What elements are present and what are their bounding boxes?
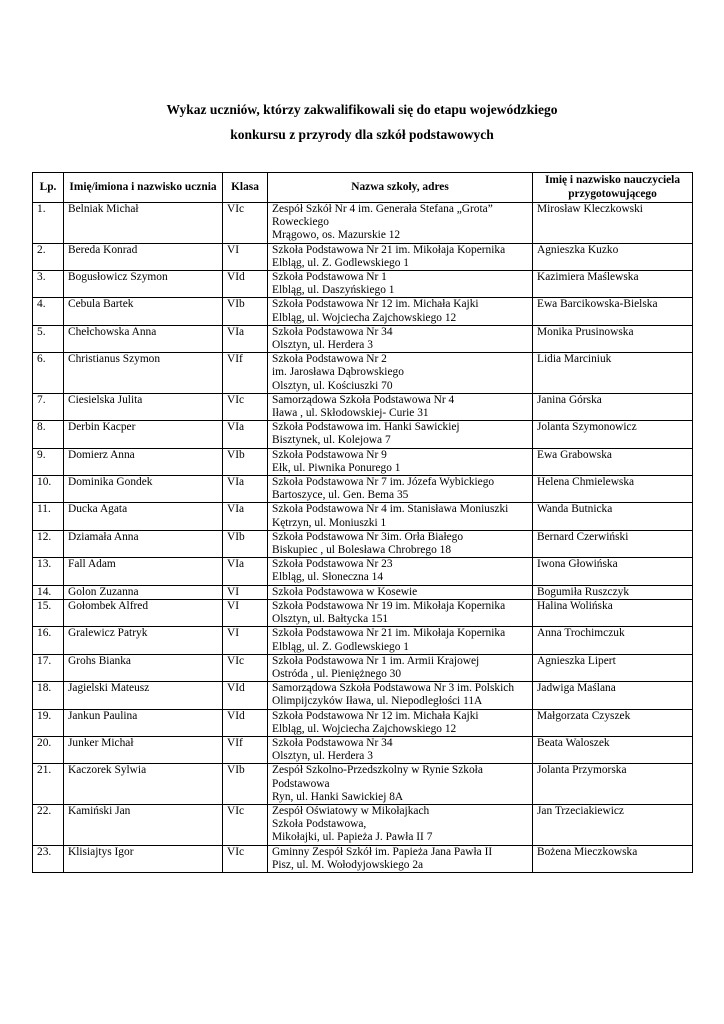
school-line: Olsztyn, ul. Bałtycka 151 [272,613,389,626]
cell-school [268,627,533,654]
cell-class: VI [223,243,268,270]
cell-school [268,599,533,626]
cell-lp: 6. [33,353,64,394]
cell-student-name: Bereda Konrad [64,243,223,270]
school-line: Szkoła Podstawowa Nr 4 im. Stanisława Moniuszki [272,503,509,516]
table-row [33,353,693,394]
school-line: Elbląg, ul. Słoneczna 14 [272,571,384,584]
cell-lp: 19. [33,709,64,736]
table-row [33,845,693,872]
school-line: Zespół Szkół Nr 4 im. Generała Stefana „Grota” Roweckiego [272,203,493,229]
cell-school [268,393,533,420]
cell-school [268,804,533,845]
cell-teacher: Bogumiła Ruszczyk [533,585,693,599]
cell-student-name: Ducka Agata [64,503,223,530]
header-teacher: Imię i nazwisko nauczyciela przygotowującego [533,173,693,203]
table-row [33,503,693,530]
cell-school [268,682,533,709]
cell-student-name: Grohs Bianka [64,654,223,681]
cell-class: VIc [223,804,268,845]
cell-student-name: Jankun Paulina [64,709,223,736]
cell-teacher: Beata Waloszek [533,736,693,763]
cell-class: VIf [223,353,268,394]
cell-school [268,243,533,270]
cell-teacher: Kazimiera Maślewska [533,271,693,298]
cell-class: VI [223,627,268,654]
school-line: Zespół Szkolno-Przedszkolny w Rynie Szkoła Podstawowa [272,764,483,790]
header-class: Klasa [223,173,268,203]
table-row [33,448,693,475]
school-line: Elbląg, ul. Wojciecha Zajchowskiego 12 [272,722,457,735]
cell-student-name: Kamiński Jan [64,804,223,845]
school-line: Bartoszyce, ul. Gen. Bema 35 [272,489,409,502]
school-line: Szkoła Podstawowa w Kosewie [272,585,418,598]
table-row [33,599,693,626]
school-line: Olsztyn, ul. Herdera 3 [272,750,373,763]
cell-class: VIb [223,298,268,325]
school-line: Szkoła Podstawowa Nr 7 im. Józefa Wybickiego [272,476,495,489]
cell-lp: 23. [33,845,64,872]
table-row [33,709,693,736]
school-line: Szkoła Podstawowa Nr 1 [272,271,387,284]
table-row [33,804,693,845]
school-line: Szkoła Podstawowa Nr 3im. Orła Białego [272,530,464,543]
school-line: Pisz, ul. M. Wołodyjowskiego 2a [272,858,424,871]
cell-school [268,476,533,503]
cell-class: VIa [223,476,268,503]
school-line: Szkoła Podstawowa Nr 12 im. Michała Kajki [272,298,479,311]
cell-class: VIa [223,325,268,352]
cell-student-name: Derbin Kacper [64,421,223,448]
school-line: Mrągowo, os. Mazurskie 12 [272,229,401,242]
table-row [33,243,693,270]
cell-class: VIc [223,393,268,420]
cell-school [268,558,533,585]
cell-student-name: Jagielski Mateusz [64,682,223,709]
cell-teacher: Agnieszka Lipert [533,654,693,681]
cell-student-name: Dominika Gondek [64,476,223,503]
school-line: Szkoła Podstawowa im. Hanki Sawickiej [272,421,460,434]
cell-teacher: Janina Górska [533,393,693,420]
cell-lp: 13. [33,558,64,585]
table-row [33,736,693,763]
cell-school [268,530,533,557]
school-line: Szkoła Podstawowa Nr 23 [272,558,393,571]
school-line: Ostróda , ul. Pieniężnego 30 [272,667,402,680]
school-line: Szkoła Podstawowa Nr 19 im. Mikołaja Kopernika [272,599,506,612]
cell-school [268,585,533,599]
cell-school [268,325,533,352]
school-line: Elbląg, ul. Daszyńskiego 1 [272,284,395,297]
school-line: Ełk, ul. Piwnika Ponurego 1 [272,461,401,474]
cell-class: VIb [223,764,268,805]
cell-lp: 4. [33,298,64,325]
cell-student-name: Cebula Bartek [64,298,223,325]
cell-teacher: Wanda Butnicka [533,503,693,530]
cell-class: VId [223,271,268,298]
school-line: Szkoła Podstawowa Nr 9 [272,448,387,461]
cell-school [268,271,533,298]
table-row [33,654,693,681]
cell-teacher: Anna Trochimczuk [533,627,693,654]
cell-teacher: Mirosław Kleczkowski [533,203,693,244]
cell-school [268,845,533,872]
cell-student-name: Belniak Michał [64,203,223,244]
cell-teacher: Iwona Głowińska [533,558,693,585]
cell-class: VI [223,585,268,599]
cell-lp: 3. [33,271,64,298]
cell-lp: 16. [33,627,64,654]
cell-school [268,736,533,763]
cell-school [268,421,533,448]
table-row [33,585,693,599]
cell-class: VIa [223,558,268,585]
cell-school [268,353,533,394]
cell-teacher: Halina Wolińska [533,599,693,626]
cell-student-name: Kaczorek Sylwia [64,764,223,805]
table-row [33,325,693,352]
cell-lp: 22. [33,804,64,845]
cell-lp: 14. [33,585,64,599]
cell-class: VIb [223,530,268,557]
school-line: Samorządowa Szkoła Podstawowa Nr 4 [272,393,455,406]
school-line: Samorządowa Szkoła Podstawowa Nr 3 im. Polskich Olimpijczyków Iława, ul. Niepodległości 11A [272,682,515,708]
cell-student-name: Junker Michał [64,736,223,763]
cell-lp: 1. [33,203,64,244]
school-line: Bisztynek, ul. Kolejowa 7 [272,434,391,447]
cell-class: VIf [223,736,268,763]
cell-teacher: Jadwiga Maślana [533,682,693,709]
school-line: Szkoła Podstawowa Nr 2 [272,353,387,366]
cell-teacher: Agnieszka Kuzko [533,243,693,270]
cell-school [268,448,533,475]
school-line: Elbląg, ul. Wojciecha Zajchowskiego 12 [272,311,457,324]
table-row [33,271,693,298]
school-line: Mikołajki, ul. Papieża J. Pawła II 7 [272,831,433,844]
cell-student-name: Dziamała Anna [64,530,223,557]
cell-teacher: Bożena Mieczkowska [533,845,693,872]
cell-lp: 8. [33,421,64,448]
school-line: Elbląg, ul. Z. Godlewskiego 1 [272,256,409,269]
header-student-name: Imię/imiona i nazwisko ucznia [64,173,223,203]
cell-teacher: Helena Chmielewska [533,476,693,503]
school-line: Szkoła Podstawowa Nr 34 [272,325,393,338]
school-line: Szkoła Podstawowa, [272,818,367,831]
table-row [33,764,693,805]
cell-student-name: Ciesielska Julita [64,393,223,420]
cell-teacher: Ewa Grabowska [533,448,693,475]
cell-lp: 20. [33,736,64,763]
cell-class: VIc [223,203,268,244]
cell-teacher: Lidia Marciniuk [533,353,693,394]
cell-class: VIc [223,654,268,681]
cell-class: VI [223,599,268,626]
school-line: Iława , ul. Skłodowskiej- Curie 31 [272,407,429,420]
cell-student-name: Golon Zuzanna [64,585,223,599]
school-line: Szkoła Podstawowa Nr 34 [272,736,393,749]
cell-student-name: Gralewicz Patryk [64,627,223,654]
cell-class: VId [223,709,268,736]
cell-lp: 12. [33,530,64,557]
school-line: Olsztyn, ul. Herdera 3 [272,339,373,352]
cell-teacher: Jolanta Przymorska [533,764,693,805]
cell-teacher: Monika Prusinowska [533,325,693,352]
cell-lp: 18. [33,682,64,709]
cell-school [268,764,533,805]
table-row [33,393,693,420]
school-line: Biskupiec , ul Bolesława Chrobrego 18 [272,544,452,557]
table-row [33,682,693,709]
school-line: Kętrzyn, ul. Moniuszki 1 [272,516,387,529]
cell-teacher: Jan Trzeciakiewicz [533,804,693,845]
cell-class: VIb [223,448,268,475]
cell-lp: 11. [33,503,64,530]
school-line: Szkoła Podstawowa Nr 21 im. Mikołaja Kopernika [272,627,506,640]
document-title-line-1: Wykaz uczniów, którzy zakwalifikowali się do etapu wojewódzkiego [166,102,558,117]
students-table [32,172,693,873]
school-line: Szkoła Podstawowa Nr 12 im. Michała Kajki [272,709,479,722]
cell-lp: 9. [33,448,64,475]
school-line: Elbląg, ul. Z. Godlewskiego 1 [272,640,409,653]
cell-student-name: Christianus Szymon [64,353,223,394]
header-school: Nazwa szkoły, adres [268,173,533,203]
cell-student-name: Domierz Anna [64,448,223,475]
cell-teacher: Małgorzata Czyszek [533,709,693,736]
cell-teacher: Ewa Barcikowska-Bielska [533,298,693,325]
cell-lp: 10. [33,476,64,503]
cell-class: VId [223,682,268,709]
cell-lp: 2. [33,243,64,270]
table-row [33,298,693,325]
cell-teacher: Jolanta Szymonowicz [533,421,693,448]
table-row [33,421,693,448]
school-line: Ryn, ul. Hanki Sawickiej 8A [272,790,404,803]
cell-class: VIa [223,421,268,448]
document-title-line-2: konkursu z przyrody dla szkół podstawowych [230,127,494,142]
cell-class: VIa [223,503,268,530]
cell-student-name: Chełchowska Anna [64,325,223,352]
school-line: im. Jarosława Dąbrowskiego [272,366,404,379]
cell-class: VIc [223,845,268,872]
cell-teacher: Bernard Czerwiński [533,530,693,557]
cell-school [268,203,533,244]
cell-student-name: Fall Adam [64,558,223,585]
school-line: Olsztyn, ul. Kościuszki 70 [272,379,393,392]
table-header-row [33,173,693,203]
cell-student-name: Klisiajtys Igor [64,845,223,872]
table-row [33,476,693,503]
cell-school [268,503,533,530]
school-line: Szkoła Podstawowa Nr 21 im. Mikołaja Kopernika [272,243,506,256]
school-line: Zespół Oświatowy w Mikołajkach [272,804,430,817]
school-line: Gminny Zespół Szkół im. Papieża Jana Pawła II [272,845,493,858]
table-body [33,203,693,873]
table-row [33,558,693,585]
cell-school [268,298,533,325]
school-line: Szkoła Podstawowa Nr 1 im. Armii Krajowej [272,654,480,667]
table-row [33,627,693,654]
cell-student-name: Bogusłowicz Szymon [64,271,223,298]
cell-lp: 7. [33,393,64,420]
table-row [33,530,693,557]
cell-student-name: Gołombek Alfred [64,599,223,626]
cell-lp: 21. [33,764,64,805]
cell-lp: 5. [33,325,64,352]
cell-school [268,654,533,681]
cell-lp: 15. [33,599,64,626]
cell-lp: 17. [33,654,64,681]
header-lp: Lp. [33,173,64,203]
cell-school [268,709,533,736]
table-row [33,203,693,244]
